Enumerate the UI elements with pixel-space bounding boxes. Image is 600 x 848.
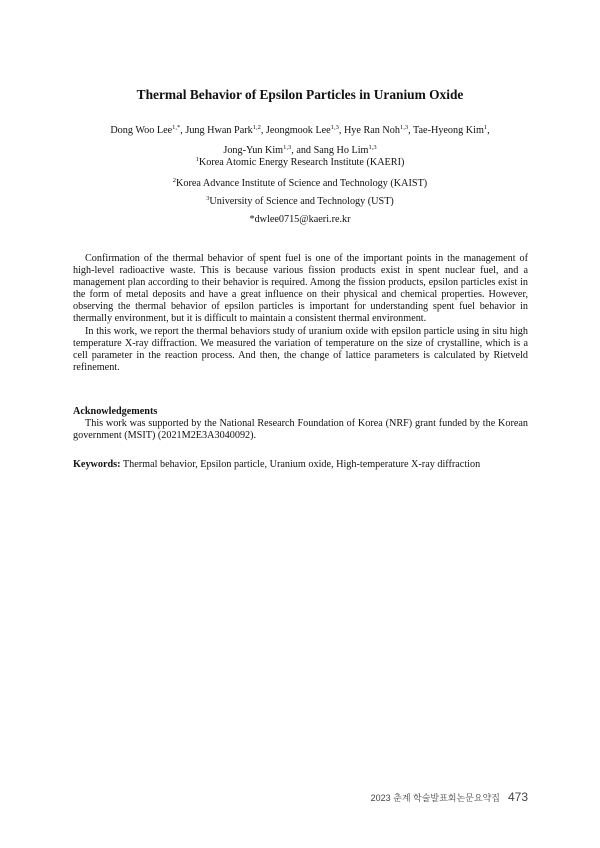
affiliation-line [0, 178, 600, 190]
acknowledgements-section [73, 406, 528, 442]
author-affil-mark: 1,2 [252, 124, 261, 131]
author-affil-mark: 1,* [172, 124, 181, 131]
affil-mark: 3 [206, 195, 210, 202]
author-list: Dong Woo Lee$^{1,*}$, Jung Hwan Park$^{1,2}$, Jeongmook Lee$^{1,3}$, Hye Ran Noh$^{1,3}$, Tae-Hyeong Kim$^1$, Jong-Yun Kim$^{1,3}$, and Sang Ho Lim$^{1,3}$ [110, 124, 490, 156]
keywords-text: Thermal behavior, Epsilon particle, Uranium oxide, High-temperature X-ray diffraction [122, 459, 481, 470]
affil-mark: 2 [172, 177, 177, 184]
affil-mark: 1 [195, 156, 199, 163]
affiliation-line [0, 196, 600, 208]
keywords-label: Keywords: [73, 459, 121, 470]
corresponding-email: *dwlee0715@kaeri.re.kr [249, 214, 351, 225]
author-name: Tae-Hyeong Kim [413, 125, 484, 136]
keywords-section [73, 459, 528, 471]
author-affil-mark: 1,3 [368, 144, 377, 151]
affiliation-text: Korea Atomic Energy Research Institute (KAERI) [198, 157, 405, 168]
author-conjunction: and [296, 145, 312, 156]
author-name: Jung Hwan Park [185, 125, 253, 136]
acknowledgements-heading: Acknowledgements [73, 406, 158, 417]
paper-title: Thermal Behavior of Epsilon Particles in Uranium Oxide [136, 87, 464, 102]
author-affil-mark: 1,3 [399, 124, 409, 131]
author-name: Hye Ran Noh [343, 125, 400, 136]
abstract-paragraph: Confirmation of the thermal behavior of spent fuel is one of the important points in the management of high-level radioactive waste. This is because various fission products exist in spent nuclear fuel, and a management plan according to their behavior is required. Among the fission products, epsilon particles exist in the form of metal deposits and have a great influence on their physical and chemical properties. However, observing the thermal behavior of epsilon particles is important for understanding spent fuel behavior in thermally environment, but it is difficult to maintain a consistent thermal environment. [73, 253, 528, 325]
author-affil-mark: 1,3 [283, 144, 292, 151]
author-affil-mark: 1,3 [330, 124, 339, 131]
footer-text: 2023 춘계 학술발표회논문요약집 [370, 793, 500, 803]
author-name: Dong Woo Lee [110, 125, 173, 136]
abstract-paragraph: In this work, we report the thermal behaviors study of uranium oxide with epsilon particle using in situ high temperature X-ray diffraction. We measured the variation of temperature on the size of crystalline, which is a cell parameter in the reaction process. And then, the change of lattice parameters is calculated by Rietveld refinement. [73, 325, 528, 373]
affiliation-text: Korea Advance Institute of Science and Technology (KAIST) [176, 178, 428, 189]
author-name: Sang Ho Lim [313, 145, 369, 156]
page-number: 473 [507, 790, 528, 804]
page-footer [371, 790, 528, 804]
affiliation-line [0, 157, 600, 169]
author-name: Jong-Yun Kim [223, 145, 284, 156]
affiliation-text: University of Science and Technology (UST) [209, 196, 394, 207]
author-affil-mark: 1 [483, 124, 488, 131]
author-name: Jeongmook Lee [265, 125, 331, 136]
acknowledgements-text: This work was supported by the National Research Foundation of Korea (NRF) grant funded by the Korean government (MSIT) (2021M2E3A3040092). [73, 418, 528, 442]
abstract-section [73, 253, 528, 374]
